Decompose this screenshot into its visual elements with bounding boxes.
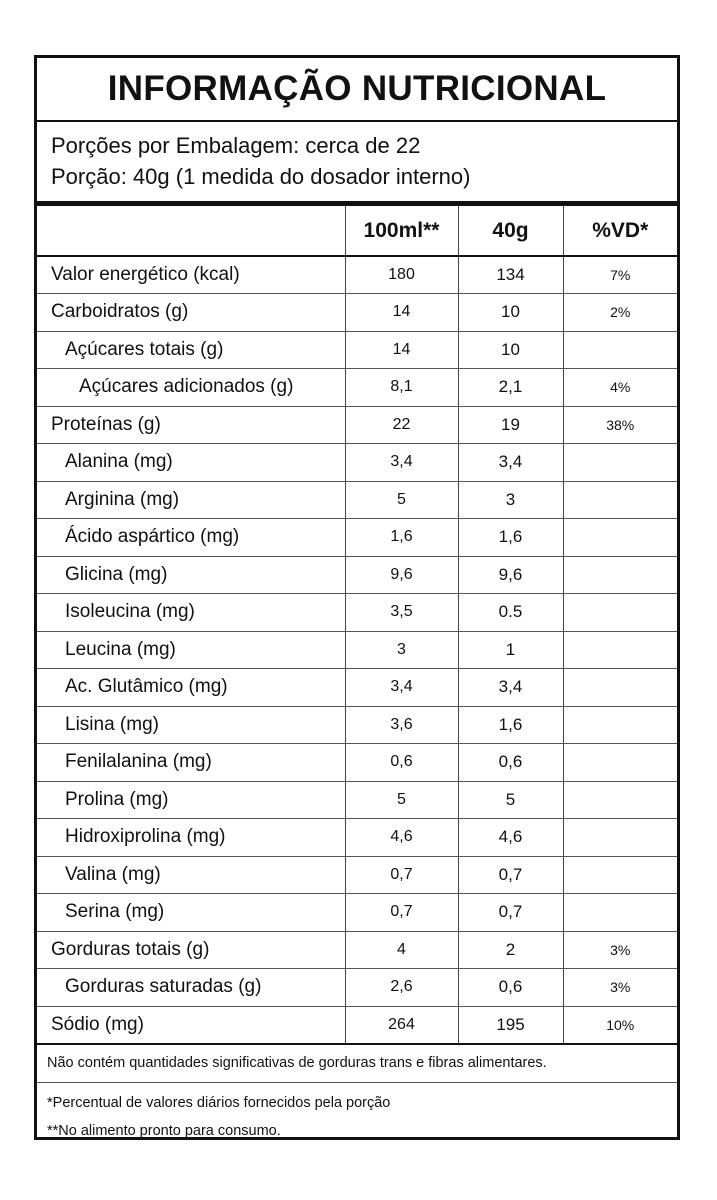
value-100ml: 5 <box>345 781 458 819</box>
table-row <box>37 556 677 594</box>
value-vd: 7% <box>563 256 677 294</box>
nutrient-name: Gorduras saturadas (g) <box>37 969 345 1007</box>
nutrition-facts-label <box>34 55 680 1140</box>
value-vd: 3% <box>563 969 677 1007</box>
value-vd <box>563 444 677 482</box>
value-100ml: 3,4 <box>345 669 458 707</box>
value-100ml: 3,6 <box>345 706 458 744</box>
value-100ml: 1,6 <box>345 519 458 557</box>
value-vd <box>563 669 677 707</box>
value-40g: 2 <box>458 931 563 969</box>
table-row <box>37 594 677 632</box>
value-vd <box>563 519 677 557</box>
table-body <box>37 256 677 1044</box>
nutrient-name: Proteínas (g) <box>37 406 345 444</box>
value-40g: 2,1 <box>458 369 563 407</box>
table-row <box>37 744 677 782</box>
value-40g: 1,6 <box>458 519 563 557</box>
table-row <box>37 856 677 894</box>
value-100ml: 8,1 <box>345 369 458 407</box>
label-title: INFORMAÇÃO NUTRICIONAL <box>37 58 677 122</box>
value-vd <box>563 594 677 632</box>
value-40g: 3,4 <box>458 444 563 482</box>
value-vd <box>563 556 677 594</box>
nutrient-name: Serina (mg) <box>37 894 345 932</box>
value-40g: 1,6 <box>458 706 563 744</box>
value-40g: 10 <box>458 294 563 332</box>
table-row <box>37 406 677 444</box>
value-100ml: 4 <box>345 931 458 969</box>
value-40g: 3 <box>458 481 563 519</box>
nutrient-name: Gorduras totais (g) <box>37 931 345 969</box>
value-100ml: 5 <box>345 481 458 519</box>
value-40g: 0.5 <box>458 594 563 632</box>
table-row <box>37 481 677 519</box>
nutrient-name: Valina (mg) <box>37 856 345 894</box>
nutrient-name: Ácido aspártico (mg) <box>37 519 345 557</box>
table-row <box>37 519 677 557</box>
value-vd: 4% <box>563 369 677 407</box>
value-100ml: 180 <box>345 256 458 294</box>
table-row <box>37 444 677 482</box>
nutrient-name: Valor energético (kcal) <box>37 256 345 294</box>
value-100ml: 2,6 <box>345 969 458 1007</box>
value-40g: 134 <box>458 256 563 294</box>
value-vd <box>563 706 677 744</box>
value-100ml: 14 <box>345 331 458 369</box>
nutrient-name: Sódio (mg) <box>37 1006 345 1044</box>
value-40g: 0,6 <box>458 969 563 1007</box>
table-row <box>37 1006 677 1044</box>
table-row <box>37 256 677 294</box>
value-vd <box>563 819 677 857</box>
table-row <box>37 631 677 669</box>
column-header-40g: 40g <box>458 206 563 256</box>
value-40g: 0,6 <box>458 744 563 782</box>
value-40g: 10 <box>458 331 563 369</box>
portion-size: Porção: 40g (1 medida do dosador interno) <box>51 164 471 189</box>
value-100ml: 264 <box>345 1006 458 1044</box>
table-header-row <box>37 206 677 256</box>
value-40g: 3,4 <box>458 669 563 707</box>
table-row <box>37 369 677 407</box>
value-40g: 5 <box>458 781 563 819</box>
table-row <box>37 669 677 707</box>
value-vd <box>563 331 677 369</box>
table-row <box>37 894 677 932</box>
value-vd: 2% <box>563 294 677 332</box>
nutrient-name: Leucina (mg) <box>37 631 345 669</box>
value-40g: 0,7 <box>458 856 563 894</box>
nutrient-name: Alanina (mg) <box>37 444 345 482</box>
portion-info <box>37 122 677 206</box>
value-vd: 3% <box>563 931 677 969</box>
nutrient-name: Isoleucina (mg) <box>37 594 345 632</box>
value-40g: 19 <box>458 406 563 444</box>
footnote-main: Não contém quantidades significativas de gorduras trans e fibras alimentares. <box>37 1045 677 1083</box>
value-40g: 195 <box>458 1006 563 1044</box>
value-100ml: 0,7 <box>345 894 458 932</box>
value-40g: 4,6 <box>458 819 563 857</box>
value-100ml: 3 <box>345 631 458 669</box>
column-header-nutrient <box>37 206 345 256</box>
value-100ml: 14 <box>345 294 458 332</box>
footnote-ready: **No alimento pronto para consumo. <box>47 1122 281 1139</box>
table-row <box>37 819 677 857</box>
table-row <box>37 969 677 1007</box>
value-100ml: 0,6 <box>345 744 458 782</box>
value-vd: 38% <box>563 406 677 444</box>
nutrient-name: Arginina (mg) <box>37 481 345 519</box>
nutrition-table <box>37 206 677 1045</box>
value-40g: 9,6 <box>458 556 563 594</box>
table-row <box>37 331 677 369</box>
column-header-100ml: 100ml** <box>345 206 458 256</box>
table-row <box>37 294 677 332</box>
nutrient-name: Glicina (mg) <box>37 556 345 594</box>
nutrient-name: Açúcares adicionados (g) <box>37 369 345 407</box>
nutrient-name: Lisina (mg) <box>37 706 345 744</box>
footnotes <box>37 1083 677 1145</box>
nutrient-name: Ac. Glutâmico (mg) <box>37 669 345 707</box>
table-row <box>37 706 677 744</box>
value-vd <box>563 781 677 819</box>
table-row <box>37 781 677 819</box>
nutrient-name: Carboidratos (g) <box>37 294 345 332</box>
value-100ml: 22 <box>345 406 458 444</box>
nutrient-name: Hidroxiprolina (mg) <box>37 819 345 857</box>
value-100ml: 3,4 <box>345 444 458 482</box>
value-vd <box>563 856 677 894</box>
value-100ml: 9,6 <box>345 556 458 594</box>
value-40g: 0,7 <box>458 894 563 932</box>
value-vd <box>563 894 677 932</box>
portions-per-package: Porções por Embalagem: cerca de 22 <box>51 133 421 158</box>
value-vd: 10% <box>563 1006 677 1044</box>
value-100ml: 3,5 <box>345 594 458 632</box>
column-header-vd: %VD* <box>563 206 677 256</box>
nutrient-name: Açúcares totais (g) <box>37 331 345 369</box>
value-40g: 1 <box>458 631 563 669</box>
table-row <box>37 931 677 969</box>
nutrient-name: Fenilalanina (mg) <box>37 744 345 782</box>
value-vd <box>563 481 677 519</box>
footnote-vd: *Percentual de valores diários fornecidos pela porção <box>47 1094 391 1111</box>
value-100ml: 0,7 <box>345 856 458 894</box>
value-vd <box>563 744 677 782</box>
nutrient-name: Prolina (mg) <box>37 781 345 819</box>
value-vd <box>563 631 677 669</box>
value-100ml: 4,6 <box>345 819 458 857</box>
